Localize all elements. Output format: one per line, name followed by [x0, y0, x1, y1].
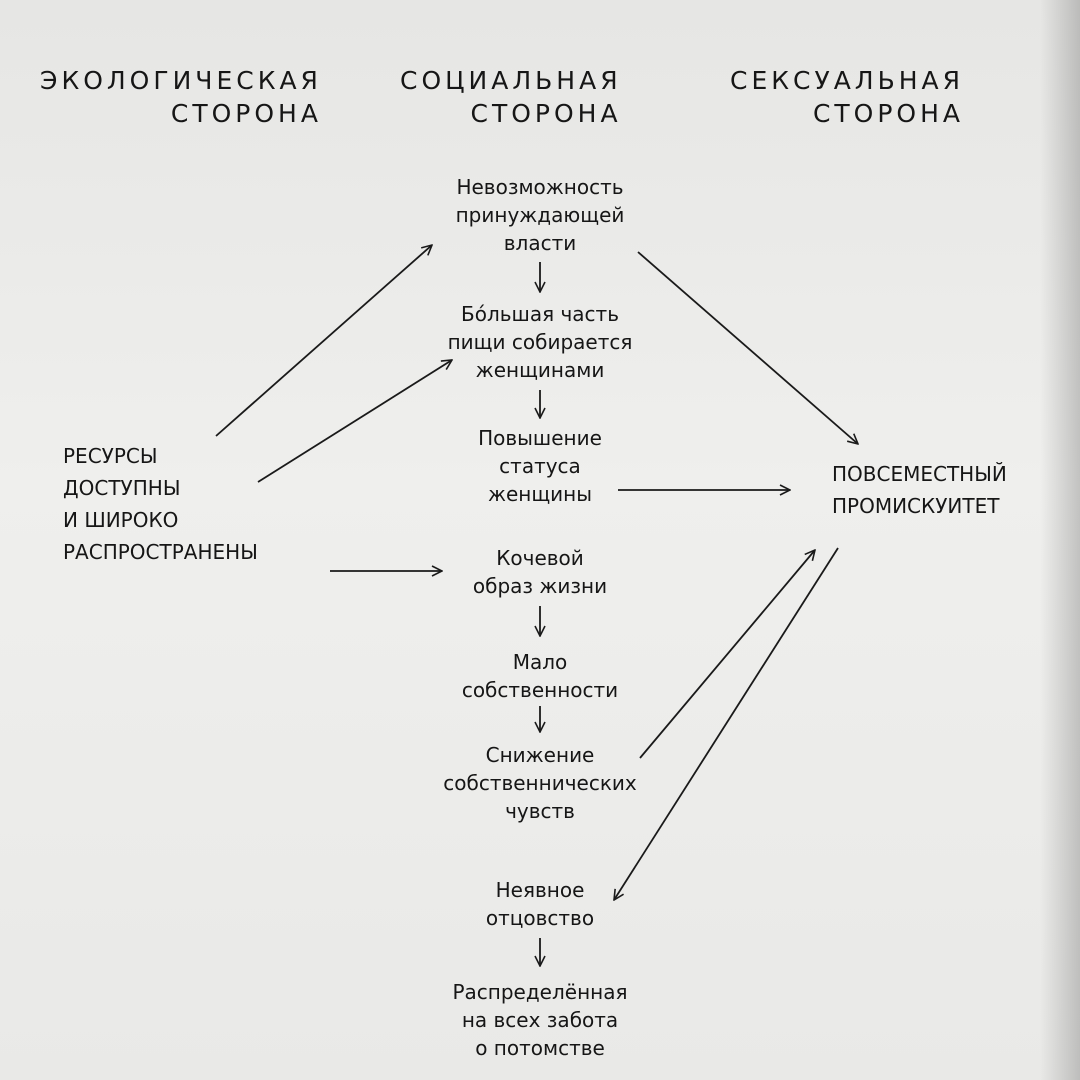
- header-ecological-line-1: ЭКОЛОГИЧЕСКАЯ: [40, 66, 322, 95]
- node-line: принуждающей: [455, 203, 625, 227]
- node-line: Неявное: [495, 878, 585, 902]
- header-sexual-line-1: СЕКСУАЛЬНАЯ: [730, 66, 965, 95]
- header-social-line-2: СТОРОНА: [470, 99, 622, 128]
- node-line: Распределённая: [452, 980, 628, 1004]
- arrow-possessiveness-to-promiscuity: [640, 550, 815, 758]
- node-line: Бóльшая часть: [461, 302, 619, 326]
- node-line: собственности: [461, 678, 619, 702]
- header-social-line-1: СОЦИАЛЬНАЯ: [400, 66, 622, 95]
- node-line: женщины: [487, 482, 593, 506]
- node-promiscuity-line-2: ПРОМИСКУИТЕТ: [832, 494, 1000, 518]
- node-line: чувств: [505, 799, 575, 823]
- node-line: Невозможность: [456, 175, 624, 199]
- arrow-resources-to-no-power: [216, 245, 432, 436]
- node-line: собственнических: [443, 771, 637, 795]
- arrow-resources-to-food-gathering: [258, 360, 452, 482]
- node-line: о потомстве: [475, 1036, 605, 1060]
- node-resources-line-4: РАСПРОСТРАНЕНЫ: [63, 540, 258, 564]
- node-line: отцовство: [485, 906, 595, 930]
- node-line: власти: [503, 231, 577, 255]
- arrow-no-power-to-promiscuity: [638, 252, 858, 444]
- node-resources-line-1: РЕСУРСЫ: [63, 444, 158, 468]
- node-line: Снижение: [485, 743, 595, 767]
- node-promiscuity-line-1: ПОВСЕМЕСТНЫЙ: [832, 462, 1007, 486]
- header-ecological-line-2: СТОРОНА: [170, 99, 322, 128]
- node-line: образ жизни: [472, 574, 608, 598]
- node-line: статуса: [499, 454, 581, 478]
- node-line: Кочевой: [496, 546, 584, 570]
- node-line: пищи собирается: [447, 330, 633, 354]
- node-line: на всех забота: [461, 1008, 619, 1032]
- header-sexual-line-2: СТОРОНА: [812, 99, 965, 128]
- node-line: Мало: [512, 650, 568, 674]
- node-line: женщинами: [475, 358, 605, 382]
- node-resources-line-2: ДОСТУПНЫ: [63, 476, 181, 500]
- node-line: Повышение: [478, 426, 602, 450]
- node-resources-line-3: И ШИРОКО: [63, 508, 179, 532]
- arrow-promiscuity-to-paternity: [614, 548, 838, 900]
